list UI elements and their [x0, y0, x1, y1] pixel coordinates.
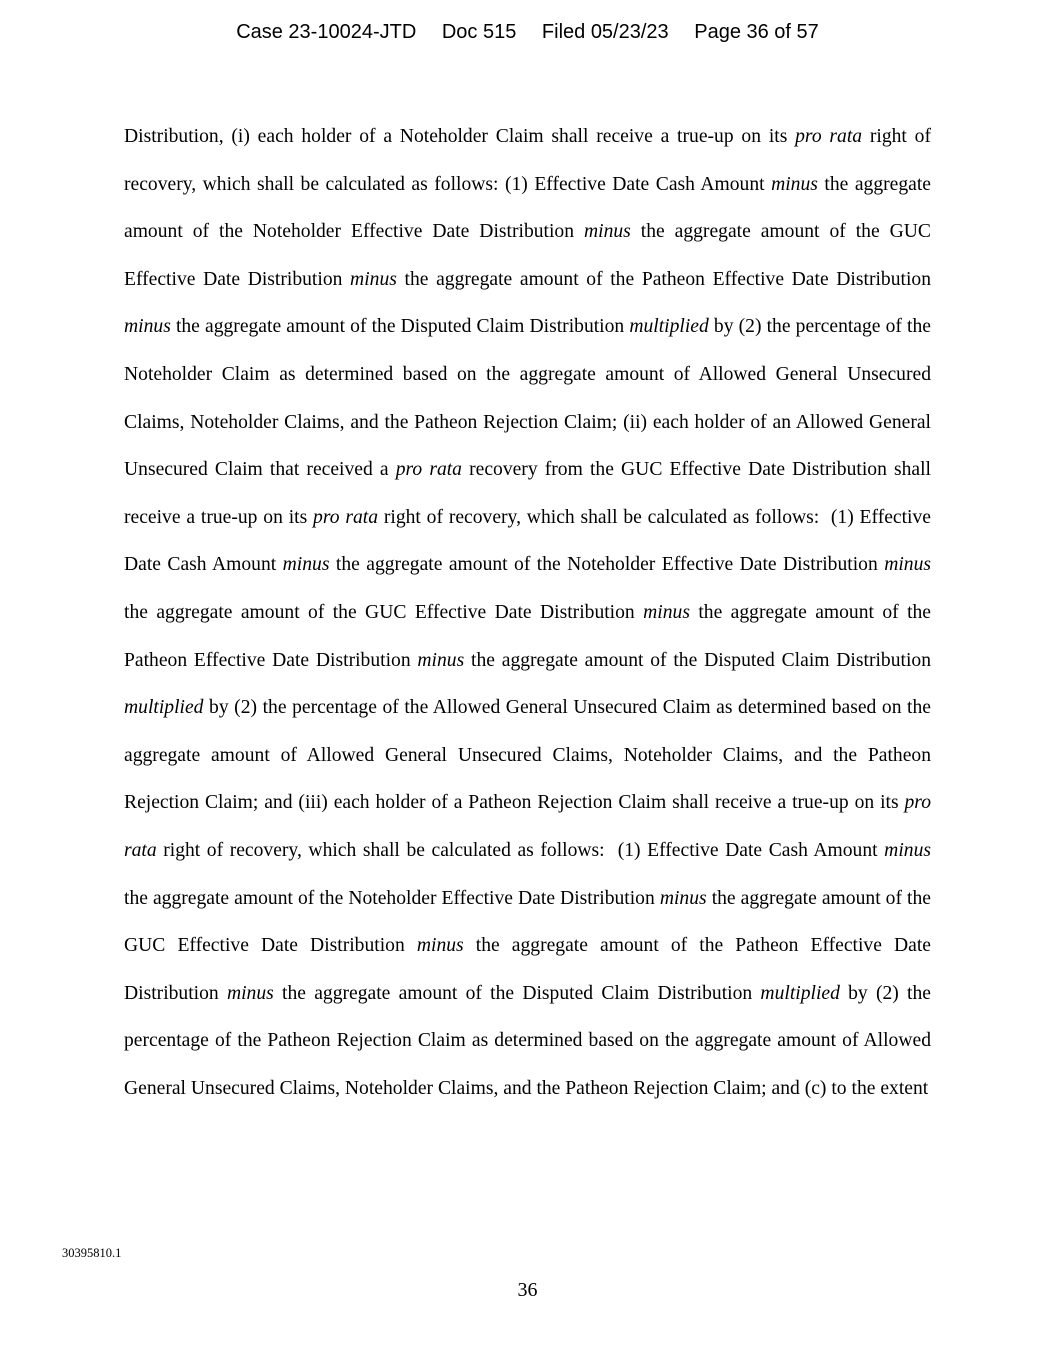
body-text-run: the aggregate amount of the Patheon Effective Date Distribution	[396, 268, 931, 290]
filing-header	[0, 19, 1055, 45]
italic-term: minus	[884, 839, 931, 861]
body-text-run: the aggregate amount of the Disputed Claim Distribution	[273, 982, 761, 1004]
body-text-run: the aggregate amount of the Noteholder Effective Date Distribution	[124, 887, 660, 909]
italic-term: minus	[659, 887, 707, 909]
italic-term: multiplied	[124, 697, 204, 719]
body-text-run: the aggregate amount of the GUC Effective Date Distribution	[124, 887, 931, 957]
body-text-run: by (2) the percentage of the Noteholder Claim as determined based on the aggregate amount of Allowed General Unsecured Claims, Noteholder Claims, and the Patheon Rejection Claim; (ii) each holder of an Allowed General Unsecured Claim that received a	[124, 316, 931, 481]
body-text-run: the aggregate amount of the GUC Effective Date Distribution	[124, 601, 644, 623]
body-text-run: the aggregate amount of the Disputed Claim Distribution	[464, 649, 931, 671]
italic-term: minus	[643, 601, 690, 623]
italic-term: minus	[350, 268, 397, 290]
body-text-run: the aggregate amount of the Patheon Effective Date Distribution	[124, 601, 932, 671]
body-text-run: the aggregate amount of the Noteholder Effective Date Distribution	[124, 173, 931, 243]
italic-term: minus	[124, 316, 171, 338]
body-text-run: recovery from the GUC Effective Date Distribution shall receive a true-up on its	[124, 459, 932, 528]
body-text-run: Distribution, (i) each holder of a Noteholder Claim shall receive a true-up on its	[124, 126, 796, 147]
case-number: Case 23-10024-JTD	[236, 21, 417, 43]
italic-term: multiplied	[760, 982, 840, 1004]
italic-term: minus	[583, 221, 631, 243]
page-indicator: Page 36 of 57	[694, 21, 819, 43]
italic-term: pro rata	[313, 506, 379, 528]
italic-term: pro rata	[395, 459, 462, 481]
body-paragraph	[124, 113, 931, 1112]
italic-term: minus	[771, 173, 818, 195]
page-number: 36	[517, 1279, 538, 1301]
italic-term: multiplied	[629, 316, 709, 338]
body-text-run: by (2) the percentage of the Patheon Rejection Claim as determined based on the aggregate amount of Allowed General Unsecured Claims, Noteholder Claims, and the Patheon Rejection Claim; and (c) to the extent	[124, 982, 931, 1099]
filed-date: Filed 05/23/23	[541, 21, 669, 43]
body-text-run: right of recovery, which shall be calculated as follows: (1) Effective Date Cash Amount	[124, 506, 931, 576]
body-text-run: right of recovery, which shall be calculated as follows: (1) Effective Date Cash Amount	[156, 839, 885, 861]
body-text-run: by (2) the percentage of the Allowed General Unsecured Claim as determined based on the aggregate amount of Allowed General Unsecured Claims, Noteholder Claims, and the Patheon Rejection Claim; and (iii) each holder of a Patheon Rejection Claim shall receive a true-up on its	[124, 697, 931, 814]
italic-term: pro rata	[124, 792, 931, 861]
italic-term: pro rata	[795, 126, 863, 147]
italic-term: minus	[884, 554, 932, 576]
body-text-run: the aggregate amount of the Patheon Effective Date Distribution	[124, 935, 931, 1004]
document-id: 30395810.1	[62, 1246, 122, 1260]
italic-term: minus	[282, 554, 330, 576]
body-text-run: the aggregate amount of the Disputed Claim Distribution	[170, 316, 630, 338]
doc-number: Doc 515	[441, 21, 517, 43]
italic-term: minus	[416, 935, 464, 957]
body-text-run: right of recovery, which shall be calculated as follows: (1) Effective Date Cash Amount	[124, 126, 931, 195]
body-text-run: the aggregate amount of the Noteholder Effective Date Distribution	[329, 554, 885, 576]
italic-term: minus	[226, 982, 274, 1004]
body-text-run: the aggregate amount of the GUC Effective Date Distribution	[124, 221, 931, 290]
italic-term: minus	[417, 649, 465, 671]
